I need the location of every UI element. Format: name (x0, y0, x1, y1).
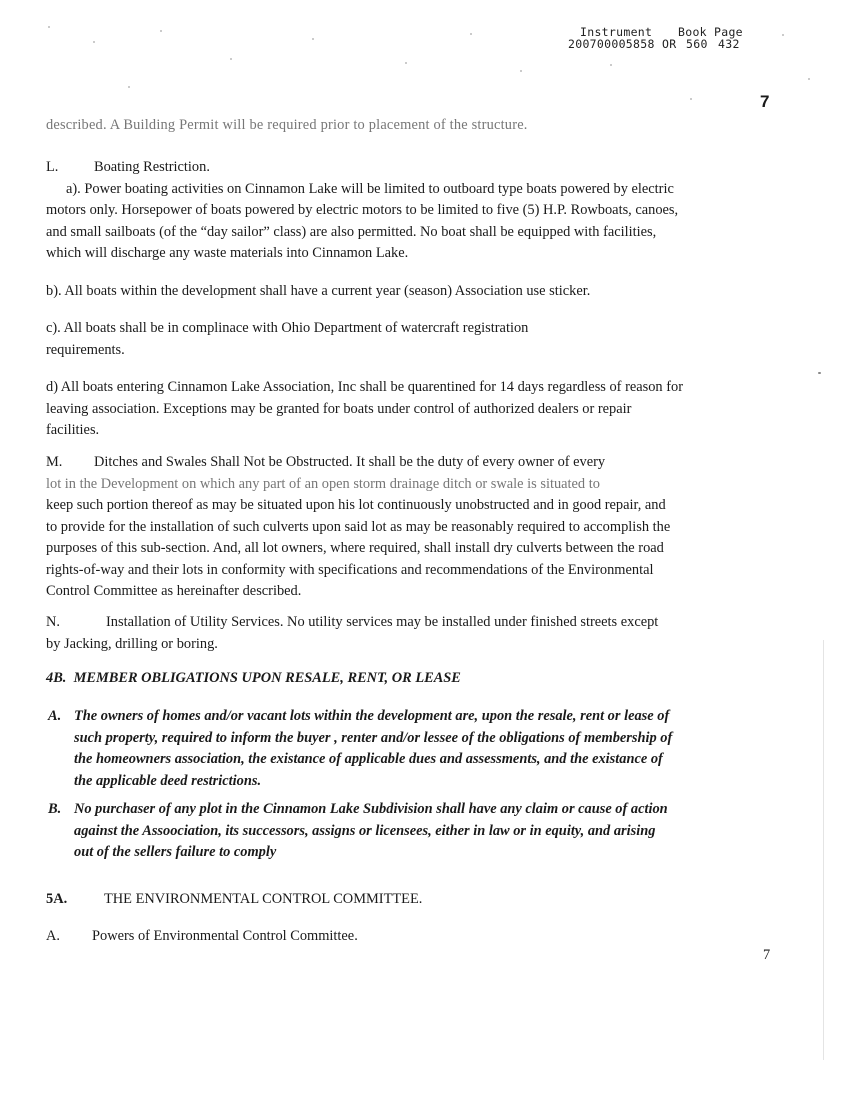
section-m (46, 452, 676, 603)
section-5a-number: 5A. (46, 891, 68, 907)
section-m-letter: M. (46, 454, 63, 470)
section-4b-b-text: No purchaser of any plot in the Cinnamon Lake Subdivision shall have any claim or cause of action against the Assoociation, its successors, assigns or licensees, either in law or in equity, and arising out of the sellers failure to comply (74, 801, 668, 860)
page-label: Page (714, 25, 743, 39)
page-number-stamp: 432 (718, 37, 740, 51)
stamped-page-number: 7 (760, 92, 770, 111)
section-l-a: a). Power boating activities on Cinnamon Lake will be limited to outboard type boats powered by electric motors only. Horsepower of boats powered by electric motors to be limited to five (5) H.P. Rowboats, canoes, and small sailboats (of the “day sailor” class) are also permitted. No boat shall be equipped with facilities, which will discharge any waste materials into Cinnamon Lake. (46, 180, 679, 261)
book-number: 560 (686, 37, 708, 51)
book-label: Book (678, 25, 707, 39)
section-5a-a-text: Powers of Environmental Control Committee. (92, 928, 358, 944)
section-l-c: c). All boats shall be in complinace with Ohio Department of watercraft registration requirements. (46, 320, 529, 358)
section-5a-a-letter: A. (46, 928, 60, 944)
instrument-label: Instrument (580, 25, 653, 39)
section-l-title: Boating Restriction. (94, 159, 210, 175)
section-l-heading (46, 157, 686, 179)
section-n (46, 612, 666, 655)
section-l-d: d) All boats entering Cinnamon Lake Association, Inc shall be quarentined for 14 days regardless of reason for leaving association. Exceptions may be granted for boats under control of authorized dealers or repair facilities. (46, 379, 684, 438)
section-l-b: b). All boats within the development shall have a current year (season) Association use sticker. (46, 282, 591, 299)
section-4b-b (48, 799, 678, 864)
section-m-text-3: keep such portion thereof as may be situated upon his lot continuously unobstructed and in good repair, and to provide for the installation of such culverts upon said lot as may be reasonably required to accomplish the purposes of this sub-section. And, all lot owners, where required, shall install dry culverts between the road rights-of-way and their lots in conformity with specifications and recommendations of the Environmental Control Committee as hereinafter described. (46, 497, 671, 599)
section-l (46, 157, 686, 442)
recording-stamp (568, 26, 768, 54)
top-continuation-line: described. A Building Permit will be required prior to placement of the structure. (46, 117, 528, 133)
or-label: OR (662, 37, 677, 51)
section-n-letter: N. (46, 614, 60, 630)
section-4b-a-text: The owners of homes and/or vacant lots within the development are, upon the resale, rent or lease of such property, required to inform the buyer , renter and/or lessee of the obligations of membership of the homeowners association, the existance of applicable dues and assessments, and the existance of the applicable deed restrictions. (74, 708, 673, 789)
section-4b-a (48, 706, 678, 792)
section-5a-heading (46, 889, 422, 911)
section-4b-a-letter: A. (48, 708, 62, 724)
footer-page-number: 7 (763, 947, 771, 963)
section-5a-a (46, 926, 358, 948)
section-n-paragraph (46, 612, 666, 655)
section-m-line-2: lot in the Development on which any part of an open storm drainage ditch or swale is situated to (46, 475, 600, 492)
instrument-number: 200700005858 (568, 37, 655, 51)
section-m-line-1 (46, 452, 676, 474)
section-4b-b-letter: B. (48, 801, 62, 817)
section-n-text: Installation of Utility Services. No utility services may be installed under finished streets except by Jacking, drilling or boring. (46, 614, 659, 652)
section-m-text-1: Ditches and Swales Shall Not be Obstructed. It shall be the duty of every owner of every (94, 454, 606, 470)
section-5a-title: THE ENVIRONMENTAL CONTROL COMMITTEE. (104, 891, 423, 907)
section-l-letter: L. (46, 159, 59, 175)
section-4b-heading: 4B. MEMBER OBLIGATIONS UPON RESALE, RENT, OR LEASE (46, 670, 461, 686)
scan-edge-line (823, 640, 824, 1060)
